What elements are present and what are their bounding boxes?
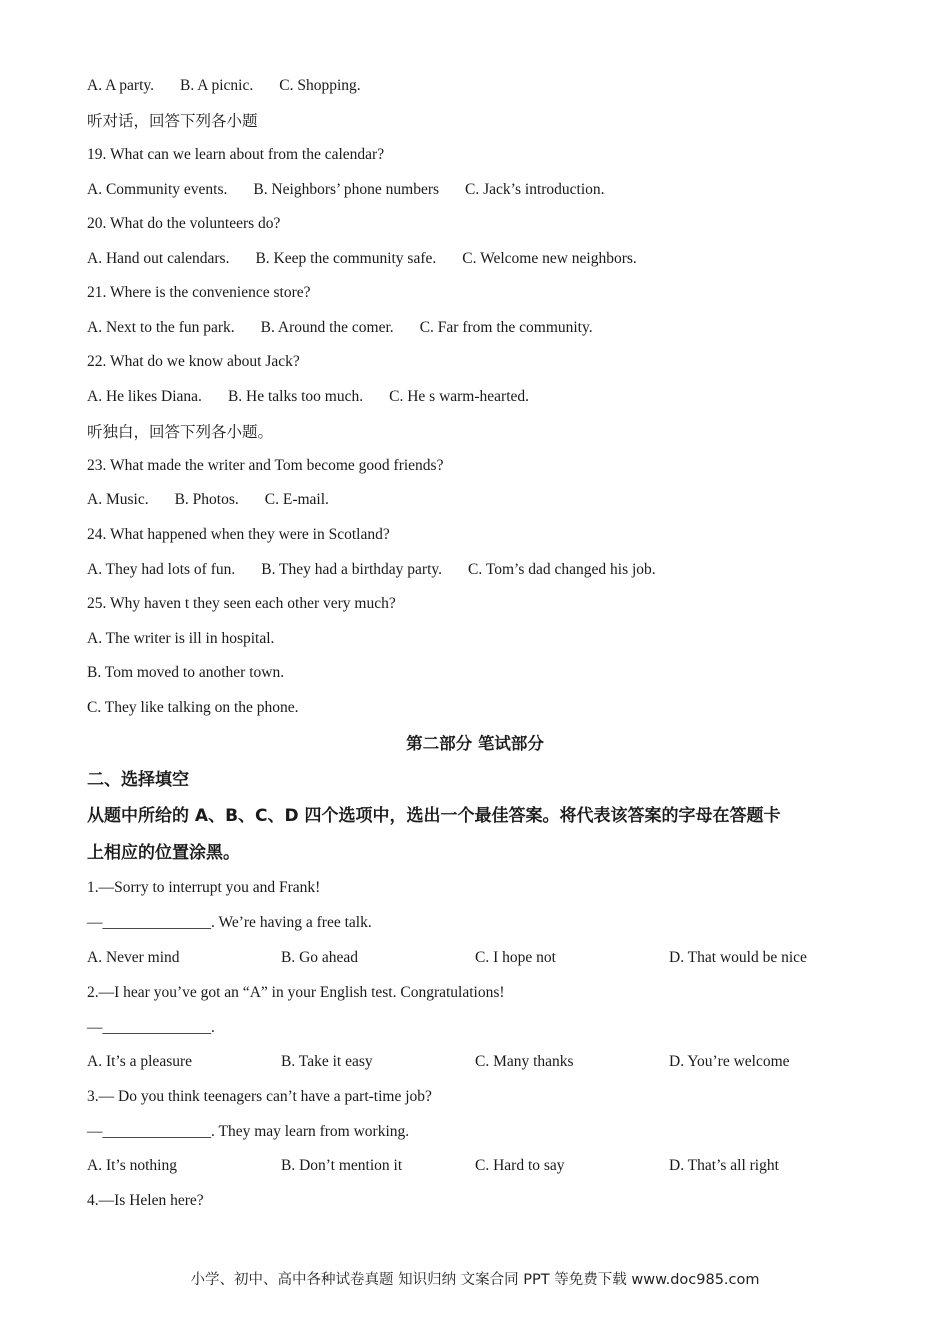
option-b: B. A picnic. xyxy=(180,77,254,94)
option-a: A. It’s nothing xyxy=(87,1157,177,1174)
option-c: C. He s warm-hearted. xyxy=(389,388,530,405)
instruction-monologue: 听独白，回答下列各小题。 xyxy=(87,423,274,441)
question-23: 23. What made the writer and Tom become good friends? xyxy=(87,457,444,474)
written-question-1-reply: —______________. We’re having a free talk. xyxy=(87,914,372,931)
option-b: B. Neighbors’ phone numbers xyxy=(253,181,440,198)
option-c: C. Tom’s dad changed his job. xyxy=(468,561,656,578)
option-a: A. It’s a pleasure xyxy=(87,1053,193,1070)
written-question-2: 2.—I hear you’ve got an “A” in your English test. Congratulations! xyxy=(87,984,505,1001)
question-24: 24. What happened when they were in Scotland? xyxy=(87,526,390,543)
option-b: B. Don’t mention it xyxy=(281,1157,403,1174)
question-19: 19. What can we learn about from the calendar? xyxy=(87,146,385,163)
option-a: A. Music. xyxy=(87,491,149,508)
q18-options xyxy=(87,76,387,96)
q22-options xyxy=(87,387,555,407)
q21-options xyxy=(87,318,619,338)
section-instruction-line2: 上相应的位置涂黑。 xyxy=(87,843,240,863)
option-d: D. You’re welcome xyxy=(669,1053,790,1070)
option-b: B. He talks too much. xyxy=(227,388,364,405)
q19-options xyxy=(87,180,631,200)
option-c: C. Far from the community. xyxy=(419,319,593,336)
written-question-1: 1.—Sorry to interrupt you and Frank! xyxy=(87,879,321,896)
option-c: C. Many thanks xyxy=(475,1053,574,1070)
option-a: A. He likes Diana. xyxy=(87,388,202,405)
question-20: 20. What do the volunteers do? xyxy=(87,215,281,232)
question-22: 22. What do we know about Jack? xyxy=(87,353,300,370)
question-25: 25. Why haven t they seen each other very much? xyxy=(87,595,396,612)
option-b: B. Keep the community safe. xyxy=(255,250,437,267)
written-question-4: 4.—Is Helen here? xyxy=(87,1192,204,1209)
option-b: B. They had a birthday party. xyxy=(261,561,443,578)
option-b: B. Around the comer. xyxy=(260,319,394,336)
option-a: A. They had lots of fun. xyxy=(87,561,236,578)
q25-option-a: A. The writer is ill in hospital. xyxy=(87,630,275,647)
section-heading: 二、选择填空 xyxy=(87,770,189,790)
part-two-title: 第二部分 笔试部分 xyxy=(406,734,544,753)
q24-options xyxy=(87,560,682,580)
option-b: B. Go ahead xyxy=(281,949,359,966)
option-d: D. That would be nice xyxy=(669,949,807,966)
option-c: C. Welcome new neighbors. xyxy=(462,250,637,267)
q25-option-c: C. They like talking on the phone. xyxy=(87,699,299,716)
written-question-3: 3.— Do you think teenagers can’t have a part-time job? xyxy=(87,1088,432,1105)
written-question-3-reply: —______________. They may learn from working. xyxy=(87,1123,410,1140)
option-a: A. Never mind xyxy=(87,949,180,966)
option-a: A. Hand out calendars. xyxy=(87,250,230,267)
option-c: C. E-mail. xyxy=(264,491,329,508)
instruction-dialogue: 听对话，回答下列各小题 xyxy=(87,112,258,130)
q20-options xyxy=(87,249,663,269)
option-a: A. Next to the fun park. xyxy=(87,319,235,336)
option-c: C. Shopping. xyxy=(279,77,361,94)
q23-options xyxy=(87,490,355,510)
question-21: 21. Where is the convenience store? xyxy=(87,284,311,301)
option-a: A. A party. xyxy=(87,77,155,94)
section-instruction-line1: 从题中所给的 A、B、C、D 四个选项中，选出一个最佳答案。将代表该答案的字母在答题卡 xyxy=(87,806,781,826)
page-footer: 小学、初中、高中各种试卷真题 知识归纳 文案合同 PPT 等免费下载 www.doc985.com xyxy=(190,1272,760,1288)
option-c: C. I hope not xyxy=(475,949,556,966)
q25-option-b: B. Tom moved to another town. xyxy=(87,664,285,681)
written-question-2-reply: —______________. xyxy=(87,1019,215,1036)
option-d: D. That’s all right xyxy=(669,1157,779,1174)
option-b: B. Take it easy xyxy=(281,1053,373,1070)
option-c: C. Jack’s introduction. xyxy=(465,181,605,198)
option-b: B. Photos. xyxy=(174,491,239,508)
option-a: A. Community events. xyxy=(87,181,228,198)
option-c: C. Hard to say xyxy=(475,1157,565,1174)
